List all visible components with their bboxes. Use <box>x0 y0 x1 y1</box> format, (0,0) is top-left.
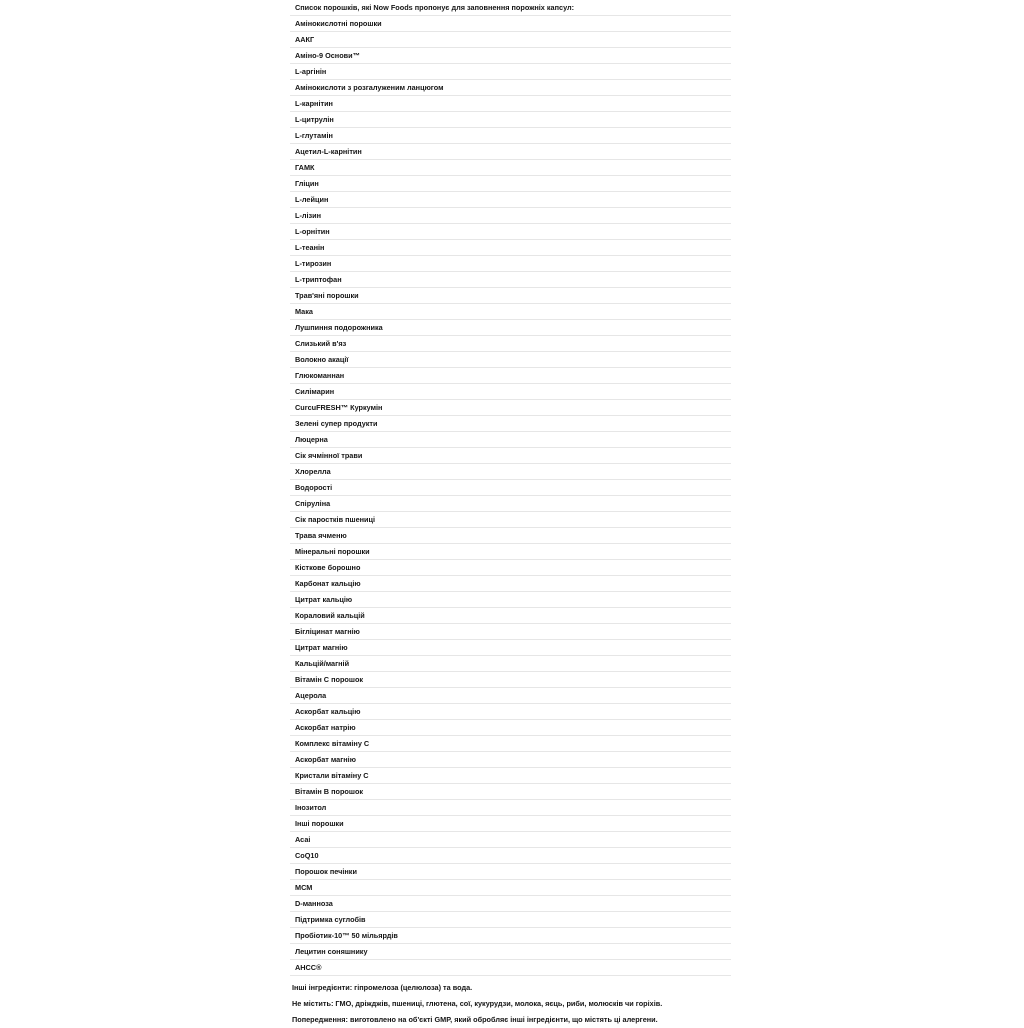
table-cell: Пробіотик-10™ 50 мільярдів <box>290 928 731 944</box>
table-row <box>290 944 731 960</box>
table-cell: Сік паростків пшениці <box>290 512 731 528</box>
table-row <box>290 0 731 16</box>
table-row <box>290 336 731 352</box>
table-row <box>290 320 731 336</box>
table-cell: D-манноза <box>290 896 731 912</box>
table-row <box>290 16 731 32</box>
table-cell: Вітамін С порошок <box>290 672 731 688</box>
warning-note: Попередження: виготовлено на об'єкті GMP, який обробляє інші інгредієнти, що містять ці алергени. <box>292 1015 658 1024</box>
table-cell: L-глутамін <box>290 128 731 144</box>
table-cell: Інші порошки <box>290 816 731 832</box>
table-row <box>290 304 731 320</box>
table-cell: AHCC® <box>290 960 731 976</box>
powder-list-body <box>290 0 731 976</box>
table-cell: Лецитин соняшнику <box>290 944 731 960</box>
table-row <box>290 864 731 880</box>
table-row <box>290 800 731 816</box>
table-cell: Кораловий кальцій <box>290 608 731 624</box>
table-cell: Карбонат кальцію <box>290 576 731 592</box>
table-cell: Спіруліна <box>290 496 731 512</box>
table-cell: Кристали вітаміну С <box>290 768 731 784</box>
table-row <box>290 880 731 896</box>
table-row <box>290 192 731 208</box>
table-cell: Хлорелла <box>290 464 731 480</box>
table-row <box>290 416 731 432</box>
table-cell: Трав'яні порошки <box>290 288 731 304</box>
table-row <box>290 160 731 176</box>
table-row <box>290 960 731 976</box>
table-row <box>290 656 731 672</box>
table-row <box>290 736 731 752</box>
table-row <box>290 432 731 448</box>
table-row <box>290 48 731 64</box>
table-row <box>290 496 731 512</box>
table-row <box>290 832 731 848</box>
table-row <box>290 288 731 304</box>
table-cell: Волокно акації <box>290 352 731 368</box>
table-cell: Асаі <box>290 832 731 848</box>
table-row <box>290 128 731 144</box>
table-cell: Кісткове борошно <box>290 560 731 576</box>
table-cell: Силімарин <box>290 384 731 400</box>
table-cell: L-орнітин <box>290 224 731 240</box>
table-row <box>290 592 731 608</box>
notes-section <box>292 980 992 1028</box>
table-row <box>290 32 731 48</box>
powder-list-table <box>290 0 731 976</box>
table-cell: CurcuFRESH™ Куркумін <box>290 400 731 416</box>
table-cell: Аміно-9 Основи™ <box>290 48 731 64</box>
table-row <box>290 176 731 192</box>
table-cell: Гліцин <box>290 176 731 192</box>
table-cell: L-тирозин <box>290 256 731 272</box>
table-cell: Аскорбат магнію <box>290 752 731 768</box>
table-cell: Амінокислотні порошки <box>290 16 731 32</box>
table-row <box>290 112 731 128</box>
table-cell: L-карнітин <box>290 96 731 112</box>
table-cell: Ацетил-L-карнітин <box>290 144 731 160</box>
table-cell: Порошок печінки <box>290 864 731 880</box>
table-cell: Кальцій/магній <box>290 656 731 672</box>
table-row <box>290 80 731 96</box>
table-row <box>290 448 731 464</box>
table-row <box>290 224 731 240</box>
table-row <box>290 752 731 768</box>
table-cell: Водорості <box>290 480 731 496</box>
table-cell: Аскорбат натрію <box>290 720 731 736</box>
table-row <box>290 848 731 864</box>
table-row <box>290 400 731 416</box>
table-row <box>290 512 731 528</box>
table-row <box>290 928 731 944</box>
table-cell: CoQ10 <box>290 848 731 864</box>
table-heading-cell: Список порошків, які Now Foods пропонує для заповнення порожніх капсул: <box>290 0 731 16</box>
table-row <box>290 480 731 496</box>
table-cell: L-лейцин <box>290 192 731 208</box>
table-cell: Мінеральні порошки <box>290 544 731 560</box>
table-cell: Зелені супер продукти <box>290 416 731 432</box>
table-cell: Інозитол <box>290 800 731 816</box>
table-cell: МСМ <box>290 880 731 896</box>
table-cell: Слизький в'яз <box>290 336 731 352</box>
table-row <box>290 144 731 160</box>
table-cell: L-лізин <box>290 208 731 224</box>
table-row <box>290 368 731 384</box>
table-row <box>290 672 731 688</box>
table-cell: L-теанін <box>290 240 731 256</box>
table-cell: Аскорбат кальцію <box>290 704 731 720</box>
table-row <box>290 704 731 720</box>
table-row <box>290 544 731 560</box>
table-cell: Підтримка суглобів <box>290 912 731 928</box>
table-cell: ААКГ <box>290 32 731 48</box>
table-row <box>290 624 731 640</box>
table-row <box>290 464 731 480</box>
table-row <box>290 816 731 832</box>
table-row <box>290 240 731 256</box>
table-row <box>290 640 731 656</box>
table-cell: Амінокислоти з розгалуженим ланцюгом <box>290 80 731 96</box>
table-row <box>290 560 731 576</box>
table-cell: Глюкоманнан <box>290 368 731 384</box>
table-row <box>290 528 731 544</box>
table-row <box>290 256 731 272</box>
table-cell: Ацерола <box>290 688 731 704</box>
table-cell: Цитрат магнію <box>290 640 731 656</box>
table-row <box>290 768 731 784</box>
table-cell: Бігліцинат магнію <box>290 624 731 640</box>
table-row <box>290 208 731 224</box>
table-cell: Люцерна <box>290 432 731 448</box>
table-cell: Вітамін В порошок <box>290 784 731 800</box>
table-cell: ГАМК <box>290 160 731 176</box>
table-row <box>290 96 731 112</box>
table-row <box>290 352 731 368</box>
table-cell: L-триптофан <box>290 272 731 288</box>
table-row <box>290 272 731 288</box>
table-row <box>290 912 731 928</box>
table-cell: Трава ячменю <box>290 528 731 544</box>
free-of-note: Не містить: ГМО, дріжджів, пшениці, глютена, сої, кукурудзи, молока, яєць, риби, молюсків чи горіхів. <box>292 999 663 1008</box>
table-cell: Лушпиння подорожника <box>290 320 731 336</box>
table-cell: Мака <box>290 304 731 320</box>
table-cell: Сік ячмінної трави <box>290 448 731 464</box>
table-row <box>290 896 731 912</box>
table-cell: L-аргінін <box>290 64 731 80</box>
table-cell: L-цитрулін <box>290 112 731 128</box>
table-row <box>290 688 731 704</box>
table-cell: Цитрат кальцію <box>290 592 731 608</box>
table-row <box>290 608 731 624</box>
table-row <box>290 720 731 736</box>
other-ingredients-note: Інші інгредієнти: гіпромелоза (целюлоза) та вода. <box>292 983 473 992</box>
table-row <box>290 576 731 592</box>
table-row <box>290 64 731 80</box>
table-row <box>290 784 731 800</box>
table-cell: Комплекс вітаміну С <box>290 736 731 752</box>
table-row <box>290 384 731 400</box>
